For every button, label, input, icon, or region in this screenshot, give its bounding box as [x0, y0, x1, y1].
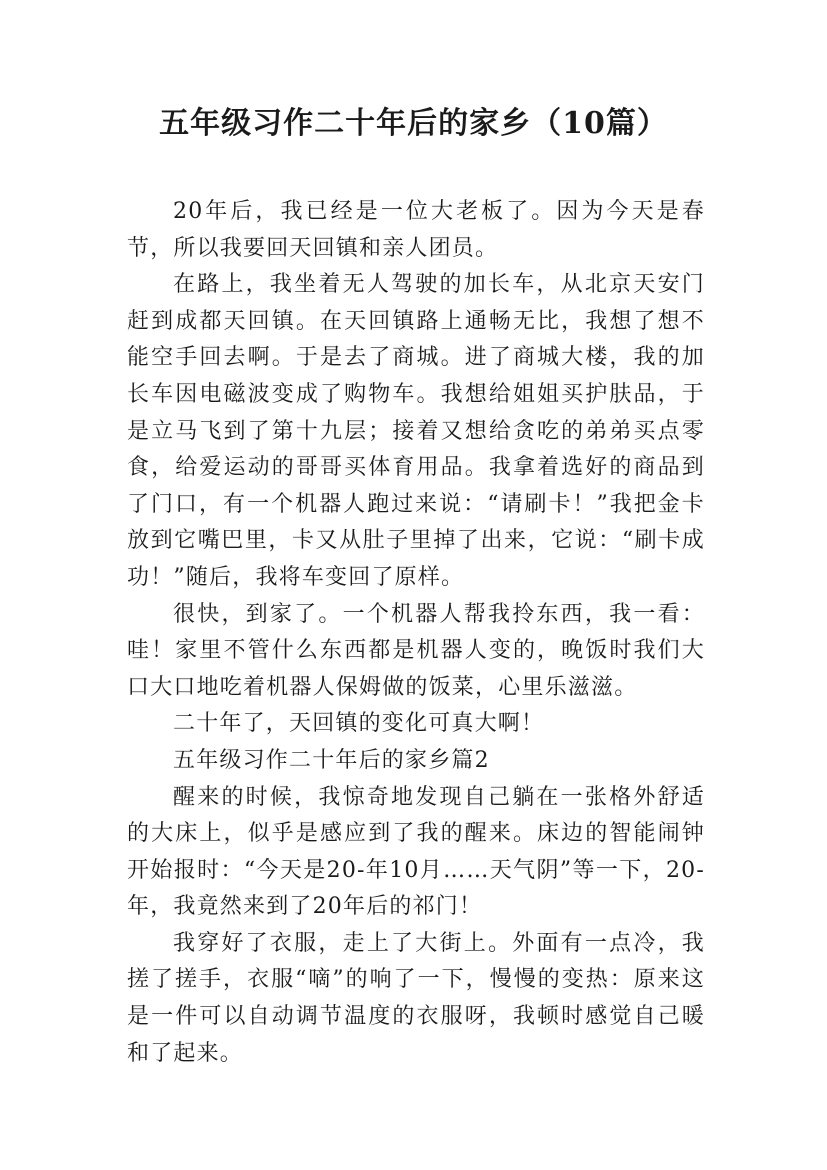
paragraph: 醒来的时候，我惊奇地发现自己躺在一张格外舒适的大床上，似乎是感应到了我的醒来。床边的智能闹钟开始报时：“今天是20-年10月……天气阴”等一下，20-年，我竟然来到了20年后的祁门！ [127, 784, 705, 920]
paragraph: 20年后，我已经是一位大老板了。因为今天是春节，所以我要回天回镇和亲人团员。 [127, 199, 705, 261]
document-body [127, 194, 705, 1072]
document-title: 五年级习作二十年后的家乡（10篇） [159, 106, 668, 141]
paragraph: 很快，到家了。一个机器人帮我拎东西，我一看：哇！家里不管什么东西都是机器人变的，晚饭时我们大口大口地吃着机器人保姆做的饭菜，心里乐滋滋。 [127, 601, 705, 700]
paragraph: 我穿好了衣服，走上了大街上。外面有一点冷，我搓了搓手，衣服“嘀”的响了一下，慢慢的变热：原来这是一件可以自动调节温度的衣服呀，我顿时感觉自己暖和了起来。 [127, 930, 705, 1066]
section-heading: 五年级习作二十年后的家乡篇2 [173, 747, 490, 773]
paragraph: 在路上，我坐着无人驾驶的加长车，从北京天安门赶到成都天回镇。在天回镇路上通畅无比，我想了想不能空手回去啊。于是去了商城。进了商城大楼，我的加长车因电磁波变成了购物车。我想给姐姐买护肤品，于是立马飞到了第十九层；接着又想给贪吃的弟弟买点零食，给爱运动的哥哥买体育用品。我拿着选好的商品到了门口，有一个机器人跑过来说：“请刷卡！”我把金卡放到它嘴巴里，卡又从肚子里掉了出来，它说：“刷卡成功！”随后，我将车变回了原样。 [127, 272, 705, 590]
paragraph: 二十年了，天回镇的变化可真大啊！ [173, 711, 545, 737]
